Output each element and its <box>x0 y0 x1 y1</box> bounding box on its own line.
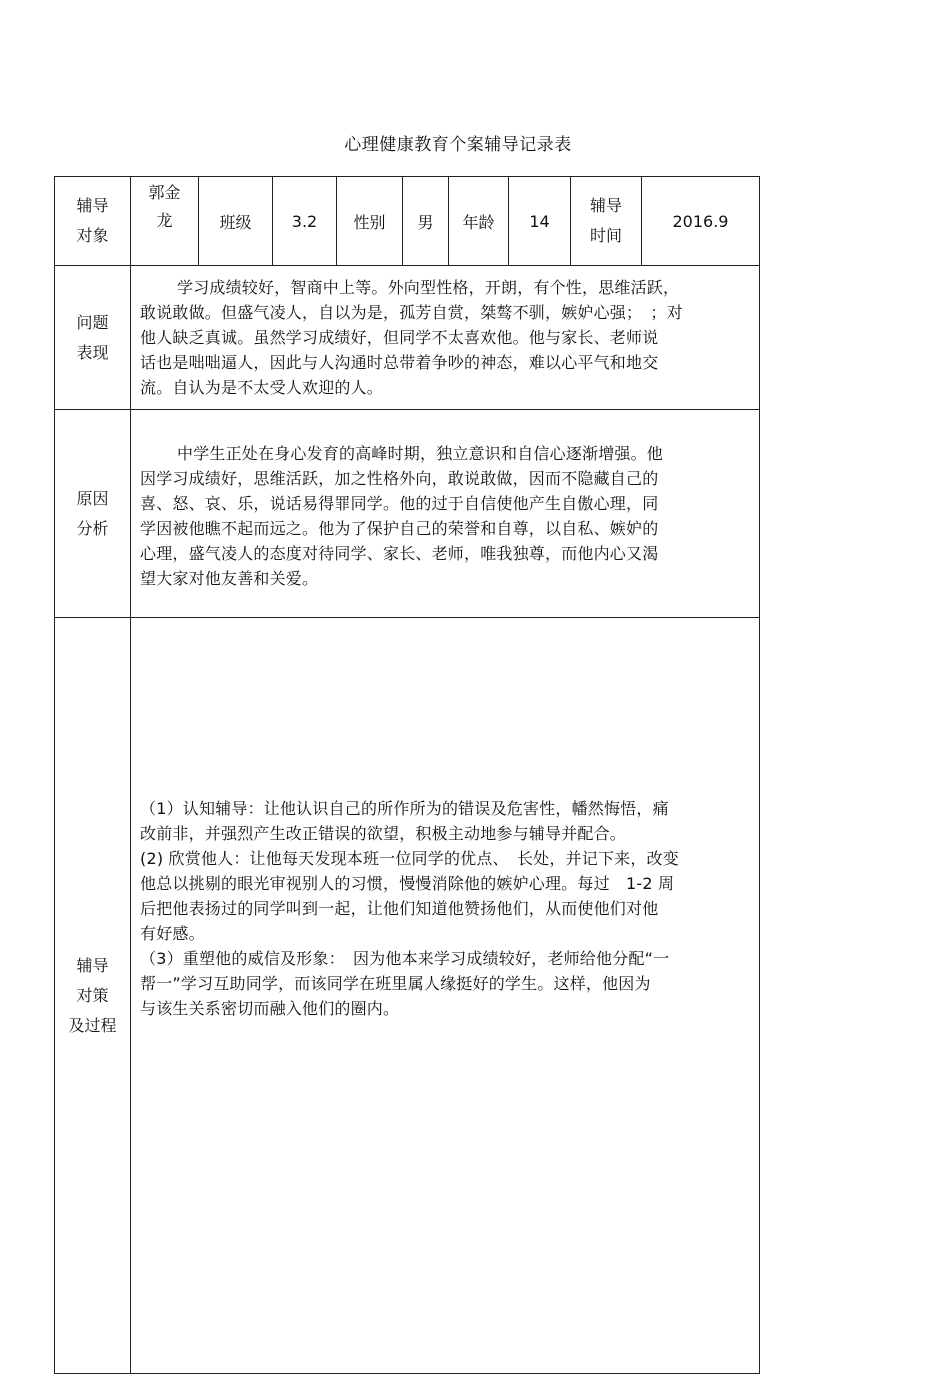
cause-row <box>55 410 760 618</box>
problem-text <box>131 266 760 410</box>
class-value: 3.2 <box>273 177 337 266</box>
text-line: 他人缺乏真诚。虽然学习成绩好，但同学不太喜欢他。他与家长、老师说 <box>140 328 659 347</box>
text-line: 帮一”学习互助同学，而该同学在班里属人缘挺好的学生。这样，他因为 <box>140 974 651 993</box>
strategy-row <box>55 618 760 1374</box>
target-label: 辅导 对象 <box>55 177 131 266</box>
problem-label: 问题 表现 <box>55 266 131 410</box>
cause-label: 原因 分析 <box>55 410 131 618</box>
text-line: （3）重塑他的威信及形象： 因为他本来学习成绩较好，老师给他分配“一 <box>140 949 670 968</box>
strategy-label: 辅导 对策 及过程 <box>55 618 131 1374</box>
text-line: 他总以挑剔的眼光审视别人的习惯，慢慢消除他的嫉妒心理。每过 1-2 周 <box>140 874 675 893</box>
text-line: (2) 欣赏他人：让他每天发现本班一位同学的优点、 长处，并记下来，改变 <box>140 849 679 868</box>
text-line: 中学生正处在身心发育的高峰时期，独立意识和自信心逐渐增强。他 <box>177 443 664 463</box>
text-line: 敢说敢做。但盛气凌人，自以为是，孤芳自赏，桀骜不驯，嫉妒心强； ；对 <box>140 303 683 322</box>
time-label: 辅导 时间 <box>571 177 642 266</box>
text-line: 望大家对他友善和关爱。 <box>140 568 319 588</box>
time-value: 2016.9 <box>642 177 760 266</box>
gender-value: 男 <box>403 177 449 266</box>
strategy-text <box>131 618 760 1374</box>
counseling-record-table <box>54 176 760 1374</box>
text-line: 因学习成绩好，思维活跃，加之性格外向，敢说敢做，因而不隐藏自己的 <box>140 468 659 488</box>
student-name: 郭金 龙 <box>131 177 199 266</box>
class-label: 班级 <box>199 177 273 266</box>
text-line: 学习成绩较好，智商中上等。外向型性格，开朗，有个性，思维活跃， <box>177 278 680 297</box>
age-value: 14 <box>509 177 571 266</box>
text-line: 心理，盛气凌人的态度对待同学、家长、老师，唯我独尊，而他内心又渴 <box>140 543 659 563</box>
gender-label: 性别 <box>337 177 403 266</box>
cause-text <box>131 410 760 618</box>
age-label: 年龄 <box>449 177 509 266</box>
header-row <box>55 177 760 266</box>
problem-row <box>55 266 760 410</box>
text-line: 学因被他瞧不起而远之。他为了保护自己的荣誉和自尊，以自私、嫉妒的 <box>140 518 659 538</box>
text-line: 后把他表扬过的同学叫到一起，让他们知道他赞扬他们，从而使他们对他 <box>140 899 659 918</box>
page-title: 心理健康教育个案辅导记录表 <box>344 135 572 155</box>
text-line: 话也是咄咄逼人，因此与人沟通时总带着争吵的神态，难以心平气和地交 <box>140 353 659 372</box>
text-line: 流。自认为是不太受人欢迎的人。 <box>140 378 384 397</box>
text-line: 有好感。 <box>140 924 205 943</box>
text-line: 与该生关系密切而融入他们的圈内。 <box>140 999 400 1018</box>
text-line: 喜、怒、哀、乐，说话易得罪同学。他的过于自信使他产生自傲心理，同 <box>140 493 659 513</box>
text-line: 改前非，并强烈产生改正错误的欲望，积极主动地参与辅导并配合。 <box>140 824 627 843</box>
text-line: （1）认知辅导：让他认识自己的所作所为的错误及危害性，幡然悔悟，痛 <box>140 799 669 818</box>
